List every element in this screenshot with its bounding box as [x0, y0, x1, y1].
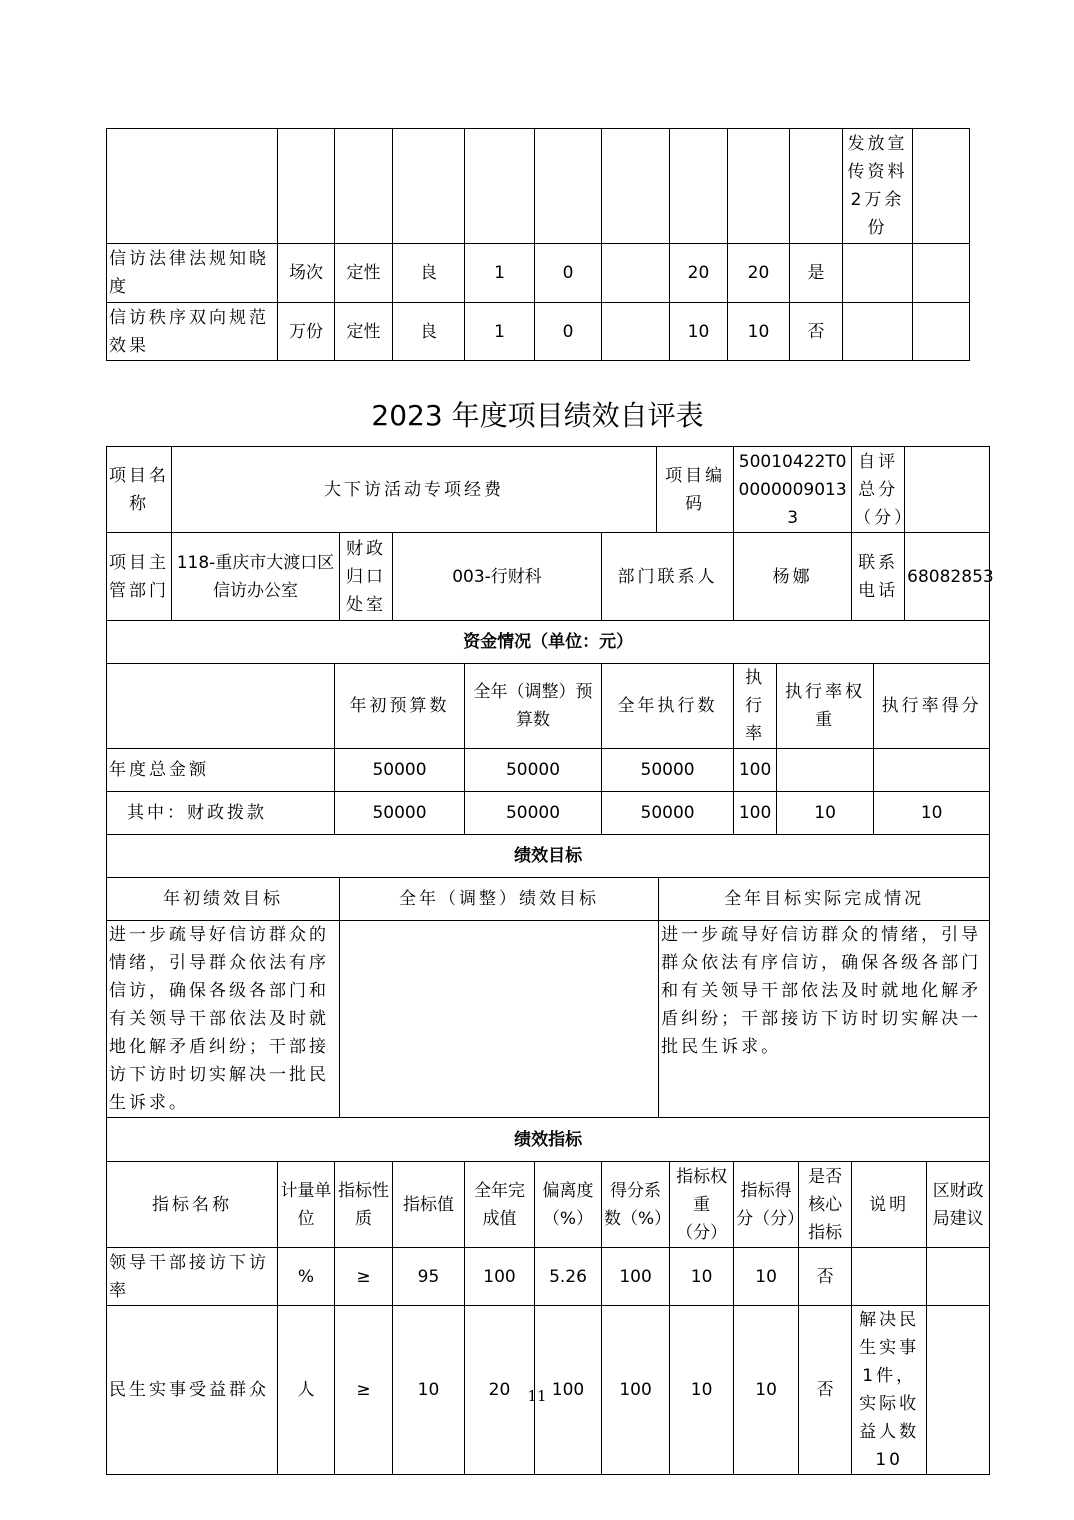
indicator-unit: 人	[278, 1306, 335, 1475]
indicator-name: 信访秩序双向规范效果	[107, 303, 278, 361]
indicator-core: 否	[799, 1306, 852, 1475]
goals-section-title: 绩效目标	[107, 835, 990, 878]
funds-section-row	[107, 621, 990, 664]
indicator-header-name: 指标名称	[107, 1162, 278, 1248]
phone-value: 68082853	[905, 533, 990, 621]
funds-header-rate-score: 执行率得分	[874, 664, 990, 749]
indicator-coefficient	[602, 303, 670, 361]
indicator-score: 10	[734, 1306, 799, 1475]
indicator-header-weight: 指标权重（分）	[670, 1162, 734, 1248]
indicator-unit: 场次	[278, 244, 335, 303]
goal-adjusted-text	[340, 921, 659, 1118]
funds-rate-score: 10	[874, 792, 990, 835]
indicators-section-row	[107, 1118, 990, 1162]
note-cell: 发放宣传资料2万余份	[843, 129, 913, 244]
indicator-header-core: 是否核心指标	[799, 1162, 852, 1248]
contact-value: 杨娜	[734, 533, 852, 621]
funds-rate-weight	[777, 749, 874, 792]
indicator-coefficient: 100	[602, 1306, 670, 1475]
indicator-nature: 定性	[335, 303, 393, 361]
project-code-label: 项目编码	[657, 447, 734, 533]
indicator-nature: ≥	[335, 1248, 393, 1306]
indicator-value: 良	[393, 244, 465, 303]
table-row	[107, 303, 970, 361]
indicator-deviation: 0	[535, 303, 602, 361]
indicator-weight: 20	[670, 244, 728, 303]
goal-initial-text: 进一步疏导好信访群众的情绪，引导群众依法有序信访，确保各级各部门和有关领导干部依法及时就地化解矛盾纠纷；干部接访下访时切实解决一批民生诉求。	[107, 921, 340, 1118]
funds-row-label: 其中：财政拨款	[107, 792, 335, 835]
funds-adjusted-budget: 50000	[465, 749, 602, 792]
project-name-value: 大下访活动专项经费	[172, 447, 657, 533]
project-name-label: 项目名称	[107, 447, 172, 533]
finance-value: 003-行财科	[393, 533, 602, 621]
contact-label: 部门联系人	[602, 533, 734, 621]
funds-section-title: 资金情况（单位：元）	[107, 621, 990, 664]
indicator-unit: 万份	[278, 303, 335, 361]
indicator-suggestion	[913, 244, 970, 303]
indicators-section-title: 绩效指标	[107, 1118, 990, 1162]
indicator-completed: 1	[465, 244, 535, 303]
indicator-core: 否	[799, 1248, 852, 1306]
indicator-header-coefficient: 得分系数（%）	[602, 1162, 670, 1248]
indicator-name: 领导干部接访下访率	[107, 1248, 278, 1306]
score-label: 自评总分（分）	[852, 447, 905, 533]
funds-header-row	[107, 664, 990, 749]
goals-header-adjusted: 全年（调整）绩效目标	[340, 878, 659, 921]
funds-header-executed: 全年执行数	[602, 664, 734, 749]
indicator-header-unit: 计量单位	[278, 1162, 335, 1248]
funds-executed: 50000	[602, 749, 734, 792]
indicator-completed: 20	[465, 1306, 535, 1475]
indicator-score: 10	[728, 303, 790, 361]
continuation-indicator-table	[106, 128, 970, 361]
indicator-value: 95	[393, 1248, 465, 1306]
indicator-note	[843, 244, 913, 303]
funds-initial-budget: 50000	[335, 792, 465, 835]
funds-header-rate-weight: 执行率权重	[777, 664, 874, 749]
funds-header-initial-budget: 年初预算数	[335, 664, 465, 749]
indicator-header-value: 指标值	[393, 1162, 465, 1248]
funds-executed: 50000	[602, 792, 734, 835]
table-row	[107, 792, 990, 835]
indicator-nature: 定性	[335, 244, 393, 303]
indicator-header-deviation: 偏离度（%）	[535, 1162, 602, 1248]
indicator-score: 10	[734, 1248, 799, 1306]
indicator-value: 良	[393, 303, 465, 361]
funds-header-adjusted-budget: 全年（调整）预算数	[465, 664, 602, 749]
finance-label: 财政归口处室	[340, 533, 393, 621]
indicator-deviation: 0	[535, 244, 602, 303]
indicator-note: 解决民生实事1件，实际收益人数10	[852, 1306, 927, 1475]
indicator-core: 是	[790, 244, 843, 303]
indicator-suggestion	[927, 1248, 990, 1306]
table-row	[107, 244, 970, 303]
goals-content-row	[107, 921, 990, 1118]
table-row	[107, 129, 970, 244]
indicator-value: 10	[393, 1306, 465, 1475]
dept-label: 项目主管部门	[107, 533, 172, 621]
indicator-core: 否	[790, 303, 843, 361]
indicator-name: 信访法律法规知晓度	[107, 244, 278, 303]
indicator-note	[843, 303, 913, 361]
indicator-score: 20	[728, 244, 790, 303]
project-code-value: 50010422T000000090133	[734, 447, 852, 533]
indicator-header-note: 说明	[852, 1162, 927, 1248]
dept-value: 118-重庆市大渡口区信访办公室	[172, 533, 340, 621]
funds-rate-score	[874, 749, 990, 792]
funds-header-rate: 执行率	[734, 664, 777, 749]
indicator-deviation: 100	[535, 1306, 602, 1475]
score-value	[905, 447, 990, 533]
page-title: 2023 年度项目绩效自评表	[371, 399, 704, 432]
funds-rate: 100	[734, 792, 777, 835]
indicator-unit: %	[278, 1248, 335, 1306]
goals-header-actual: 全年目标实际完成情况	[659, 878, 990, 921]
indicator-header-completed: 全年完成值	[465, 1162, 535, 1248]
table-row	[107, 1248, 990, 1306]
table-row	[107, 749, 990, 792]
funds-row-label: 年度总金额	[107, 749, 335, 792]
phone-label: 联系电话	[852, 533, 905, 621]
project-row	[107, 447, 990, 533]
indicator-completed: 1	[465, 303, 535, 361]
indicator-name: 民生实事受益群众	[107, 1306, 278, 1475]
indicator-nature: ≥	[335, 1306, 393, 1475]
goal-actual-text: 进一步疏导好信访群众的情绪，引导群众依法有序信访，确保各级各部门和有关领导干部依法及时就地化解矛盾纠纷；干部接访下访时切实解决一批民生诉求。	[659, 921, 990, 1118]
indicator-coefficient	[602, 244, 670, 303]
goals-header-initial: 年初绩效目标	[107, 878, 340, 921]
indicator-suggestion	[913, 303, 970, 361]
funds-adjusted-budget: 50000	[465, 792, 602, 835]
indicator-weight: 10	[670, 1306, 734, 1475]
indicator-weight: 10	[670, 303, 728, 361]
indicator-completed: 100	[465, 1248, 535, 1306]
indicator-header-suggestion: 区财政局建议	[927, 1162, 990, 1248]
indicator-weight: 10	[670, 1248, 734, 1306]
indicator-deviation: 5.26	[535, 1248, 602, 1306]
indicators-header-row	[107, 1162, 990, 1248]
indicator-header-score: 指标得分（分）	[734, 1162, 799, 1248]
funds-rate: 100	[734, 749, 777, 792]
indicator-header-nature: 指标性质	[335, 1162, 393, 1248]
funds-rate-weight: 10	[777, 792, 874, 835]
page-number: 11	[527, 1387, 547, 1405]
indicator-coefficient: 100	[602, 1248, 670, 1306]
self-evaluation-table	[106, 446, 994, 1475]
goals-header-row	[107, 878, 990, 921]
department-row	[107, 533, 990, 621]
funds-initial-budget: 50000	[335, 749, 465, 792]
indicator-note	[852, 1248, 927, 1306]
goals-section-row	[107, 835, 990, 878]
